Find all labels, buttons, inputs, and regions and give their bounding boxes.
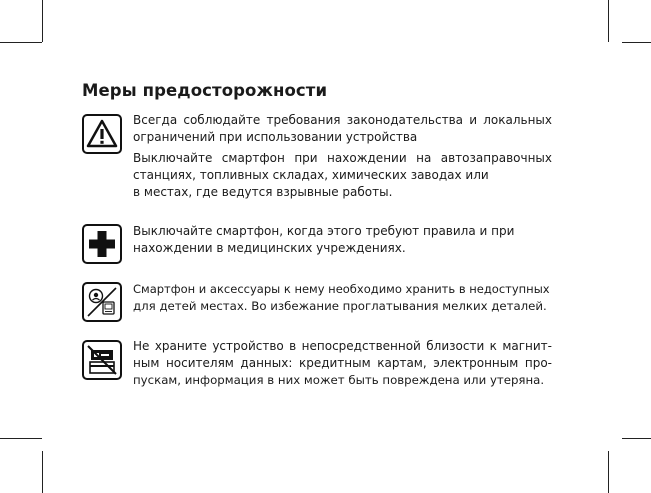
text-line: Всегда соблюдайте требования законодательства и локальных — [133, 113, 552, 127]
text-line: станциях, топливных складах, химических заводах или — [133, 168, 489, 182]
text-line: ограничений при использовании устройства — [133, 130, 418, 144]
text-line: для детей местах. Во избежание проглатывания мелких деталей. — [133, 299, 547, 313]
crop-mark-bottom-left-v — [42, 451, 43, 493]
crop-mark-bottom-right-v — [608, 451, 609, 493]
text-line: ным носителям данных: кредитным картам, электронным про- — [133, 356, 552, 370]
precaution-laws — [133, 112, 552, 146]
crop-mark-top-right-v — [608, 0, 609, 42]
crop-mark-top-left-h — [0, 42, 42, 43]
text-line: Выключайте смартфон при нахождении на автозаправочных — [133, 151, 552, 165]
text-line: нахождении в медицинских учреждениях. — [133, 241, 406, 255]
page-title: Меры предосторожности — [82, 81, 328, 100]
crop-mark-top-left-v — [42, 0, 43, 42]
text-line: Не храните устройство в непосредственной близости к магнит- — [133, 339, 552, 353]
crop-mark-bottom-left-h — [0, 438, 42, 439]
precaution-children — [133, 281, 552, 315]
crop-mark-top-right-h — [622, 42, 651, 43]
medical-cross-icon — [82, 224, 122, 264]
precaution-explosive-areas — [133, 150, 552, 201]
keep-from-children-icon — [82, 282, 122, 322]
text-line: Смартфон и аксессуары к нему необходимо хранить в недоступных — [133, 282, 550, 296]
precaution-magnetic — [133, 338, 552, 389]
text-line: в местах, где ведутся взрывные работы. — [133, 185, 393, 199]
warning-triangle-icon — [82, 114, 122, 154]
text-line: Выключайте смартфон, когда этого требуют правила и при — [133, 224, 515, 238]
precaution-medical — [133, 223, 552, 257]
no-magnetic-card-icon — [82, 340, 122, 380]
text-line: пускам, информация в них может быть повреждена или утеряна. — [133, 373, 545, 387]
crop-mark-bottom-right-h — [622, 438, 651, 439]
